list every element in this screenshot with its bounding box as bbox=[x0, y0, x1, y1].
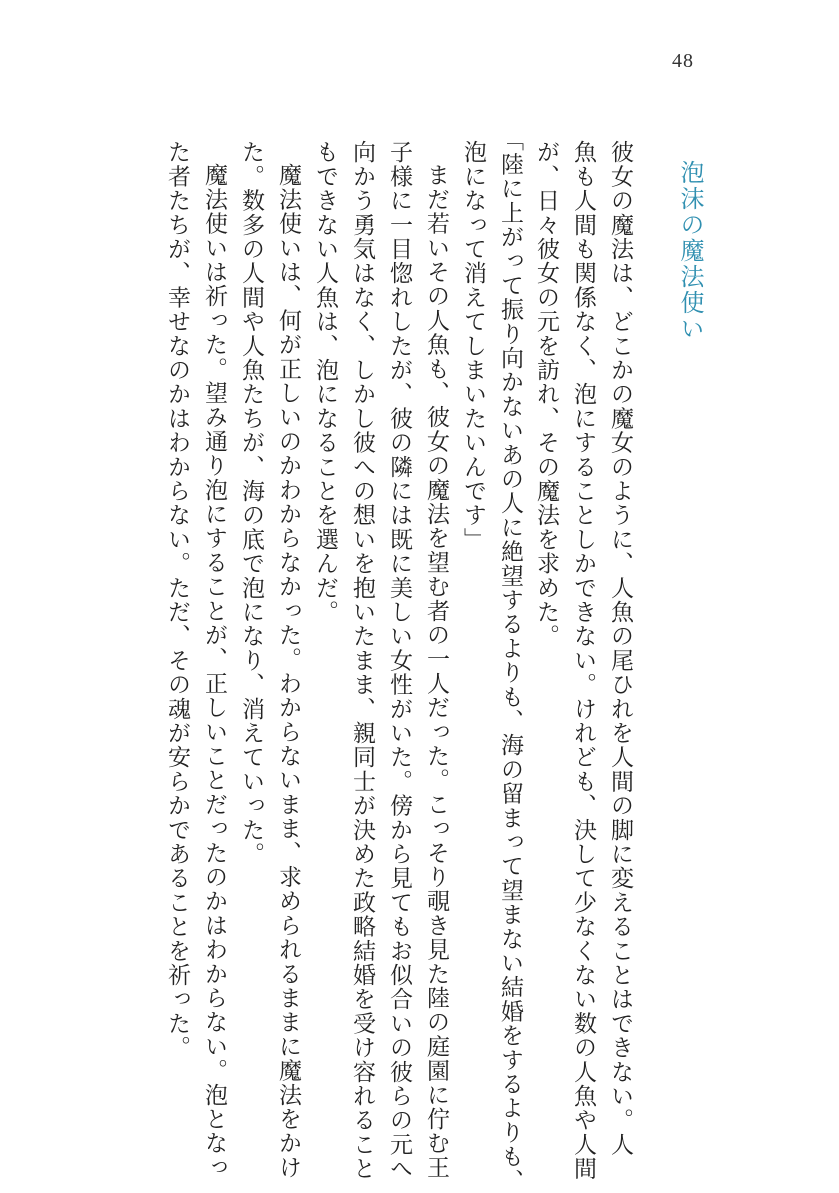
body-line: た。数多の人間や人魚たちが、海の底で泡になり、消えていった。 bbox=[238, 140, 264, 866]
body-line: 魔法使いは、何が正しいのかわからなかった。わからないまま、求められるままに魔法をかけ bbox=[275, 163, 301, 1180]
body-line: 泡になって消えてしまいたいんです」 bbox=[460, 140, 486, 552]
body-line: 向かう勇気はなく、しかし彼への想いを抱いたまま、親同士が決めた政略結婚を受け容れること bbox=[349, 140, 375, 1181]
body-line: 魚も人間も関係なく、泡にすることしかできない。けれども、決して少なくない数の人魚や人間 bbox=[570, 140, 596, 1181]
body-line: が、日々彼女の元を訪れ、その魔法を求めた。 bbox=[533, 140, 559, 649]
page-number: 48 bbox=[672, 50, 694, 72]
body-line: もできない人魚は、泡になることを選んだ。 bbox=[312, 140, 338, 624]
body-line: 子様に一目惚れしたが、彼の隣には既に美しい女性がいた。傍から見てもお似合いの彼らの元へ bbox=[386, 140, 412, 1181]
body-line: 彼女の魔法は、どこかの魔女のように、人魚の尾ひれを人間の脚に変えることはできない。人 bbox=[607, 140, 633, 1157]
body-line: 「陸に上がって振り向かないあの人に絶望するよりも、海の留まって望まない結婚をするよりも、 bbox=[497, 128, 523, 1193]
chapter-title: 泡沫の魔法使い bbox=[676, 160, 704, 342]
body-line: た者たちが、幸せなのかはわからない。ただ、その魂が安らかであることを祈った。 bbox=[164, 140, 190, 1060]
body-line: 魔法使いは祈った。望み通り泡にすることが、正しいことだったのかはわからない。泡となっ bbox=[201, 163, 227, 1180]
body-line: まだ若いその人魚も、彼女の魔法を望む者の一人だった。こっそり覗き見た陸の庭園に佇む王 bbox=[423, 163, 449, 1180]
